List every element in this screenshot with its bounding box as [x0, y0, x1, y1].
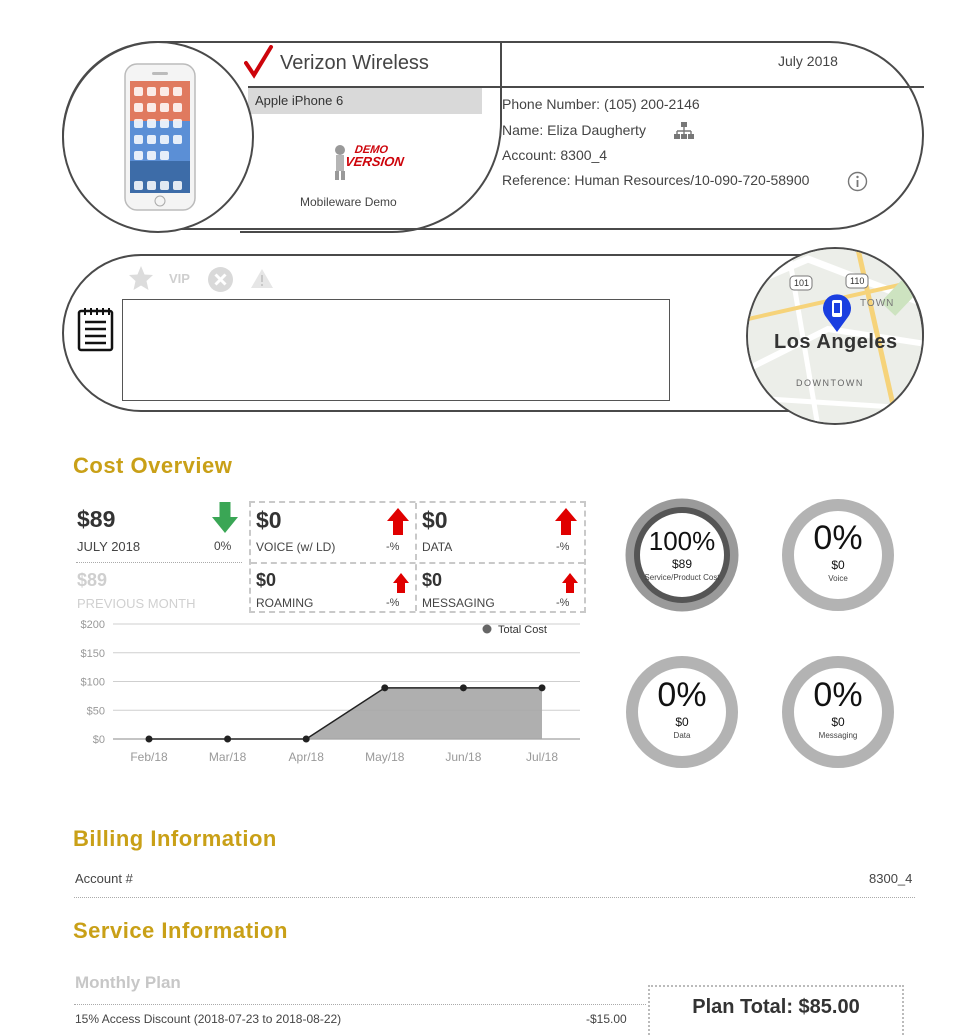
- previous-total: $89: [77, 570, 108, 590]
- location-map[interactable]: [746, 247, 924, 425]
- arrow-down-icon: [212, 502, 238, 534]
- cost-ring: [624, 497, 740, 613]
- voice-amount: $0: [256, 507, 282, 533]
- ring-amount: $89: [671, 557, 693, 571]
- roaming-change: -%: [386, 597, 400, 609]
- route-label-1: 101: [794, 278, 810, 288]
- x-tick-label: Mar/18: [208, 750, 247, 764]
- data-point: [146, 736, 153, 743]
- data-point: [224, 736, 231, 743]
- total-cost-chart: [68, 615, 588, 775]
- ring-percent: 0%: [813, 676, 863, 714]
- divider: [74, 1004, 646, 1005]
- legend-label: Total Cost: [498, 624, 547, 636]
- current-change: 0%: [214, 539, 232, 553]
- x-tick-label: Feb/18: [130, 750, 168, 764]
- ring-percent: 100%: [648, 526, 716, 556]
- ring-percent: 0%: [813, 519, 863, 557]
- arrow-up-icon: [555, 508, 577, 535]
- ring-label: Voice: [828, 574, 848, 583]
- messaging-amount: $0: [422, 570, 443, 590]
- y-tick-label: $50: [86, 705, 105, 718]
- map-district-label: DOWNTOWN: [796, 378, 864, 388]
- data-point: [303, 736, 310, 743]
- demo-badge-line2: VERSION: [344, 154, 405, 169]
- demo-badge-line1: DEMO: [354, 144, 389, 156]
- data-label: DATA: [422, 540, 453, 554]
- divider: [415, 503, 417, 611]
- plan-line-item: 15% Access Discount (2018-07-23 to 2018-08-22): [75, 1012, 342, 1026]
- roaming-label: ROAMING: [256, 596, 314, 610]
- ring-amount: $0: [675, 715, 689, 729]
- plan-line-amount: -$15.00: [586, 1012, 627, 1026]
- device-model: Apple iPhone 6: [248, 88, 482, 114]
- legend-marker: [483, 625, 492, 634]
- data-point: [381, 684, 388, 691]
- demo-account-name: Mobileware Demo: [300, 195, 397, 209]
- notepad-icon: [77, 306, 115, 352]
- user-name: Name: Eliza Daugherty: [502, 122, 646, 138]
- vip-toggle[interactable]: VIP: [169, 271, 190, 286]
- plan-total: Plan Total: $85.00: [648, 985, 904, 1035]
- x-tick-label: Jun/18: [445, 750, 482, 764]
- service-title: Service Information: [73, 918, 288, 943]
- route-label-2: 110: [850, 276, 865, 286]
- previous-label: PREVIOUS MONTH: [77, 596, 196, 611]
- star-icon[interactable]: [128, 265, 154, 291]
- divider: [76, 562, 242, 563]
- ring-label: Data: [673, 731, 691, 740]
- x-tick-label: May/18: [365, 750, 405, 764]
- cost-ring: [780, 497, 896, 613]
- location-pin-icon[interactable]: [820, 293, 854, 333]
- current-total: $89: [77, 506, 116, 532]
- ring-percent: 0%: [657, 676, 707, 714]
- y-tick-label: $150: [80, 647, 105, 660]
- info-icon[interactable]: [847, 171, 868, 192]
- messaging-label: MESSAGING: [422, 596, 495, 610]
- voice-label: VOICE (w/ LD): [256, 540, 336, 554]
- ring-amount: $0: [831, 558, 845, 572]
- account-label: Account #: [75, 871, 133, 886]
- divider: [251, 562, 584, 564]
- voice-change: -%: [386, 541, 400, 553]
- y-tick-label: $0: [92, 734, 105, 746]
- ring-label: Service/Product Cost: [644, 573, 720, 582]
- map-area-label: TOWN: [860, 298, 895, 309]
- statement-date: July 2018: [778, 53, 838, 69]
- account-number: Account: 8300_4: [502, 147, 608, 163]
- messaging-change: -%: [556, 597, 570, 609]
- divider: [74, 897, 915, 898]
- verizon-check-icon: [244, 45, 274, 79]
- plan-heading: Monthly Plan: [75, 973, 181, 992]
- data-point: [460, 684, 467, 691]
- arrow-up-icon: [393, 573, 409, 593]
- arrow-up-icon: [387, 508, 409, 535]
- arrow-up-icon: [562, 573, 578, 593]
- ring-label: Messaging: [818, 731, 858, 740]
- iphone-icon: [64, 43, 254, 233]
- billing-title: Billing Information: [73, 826, 277, 851]
- carrier-name: Verizon Wireless: [280, 52, 429, 74]
- roaming-amount: $0: [256, 570, 277, 590]
- notes-textarea[interactable]: [122, 299, 670, 401]
- ring-amount: $0: [831, 715, 845, 729]
- reference: Reference: Human Resources/10-090-720-58900: [502, 172, 810, 188]
- map-city-label: Los Angeles: [774, 331, 898, 353]
- account-value: 8300_4: [869, 871, 913, 886]
- x-tick-label: Apr/18: [288, 750, 324, 764]
- current-period: JULY 2018: [77, 539, 141, 554]
- close-circle-icon[interactable]: [207, 266, 234, 293]
- org-chart-icon[interactable]: [673, 121, 695, 141]
- cost-ring: [624, 654, 740, 770]
- x-tick-label: Jul/18: [525, 750, 559, 764]
- cost-ring: [780, 654, 896, 770]
- device-image: [62, 41, 254, 233]
- data-change: -%: [556, 541, 570, 553]
- warning-icon[interactable]: [250, 267, 274, 289]
- data-point: [539, 684, 546, 691]
- demo-version-badge: [330, 140, 405, 182]
- cost-overview-title: Cost Overview: [73, 453, 233, 478]
- y-tick-label: $200: [80, 619, 105, 631]
- phone-number: Phone Number: (105) 200-2146: [502, 96, 700, 112]
- data-amount: $0: [422, 507, 448, 533]
- y-tick-label: $100: [80, 676, 105, 689]
